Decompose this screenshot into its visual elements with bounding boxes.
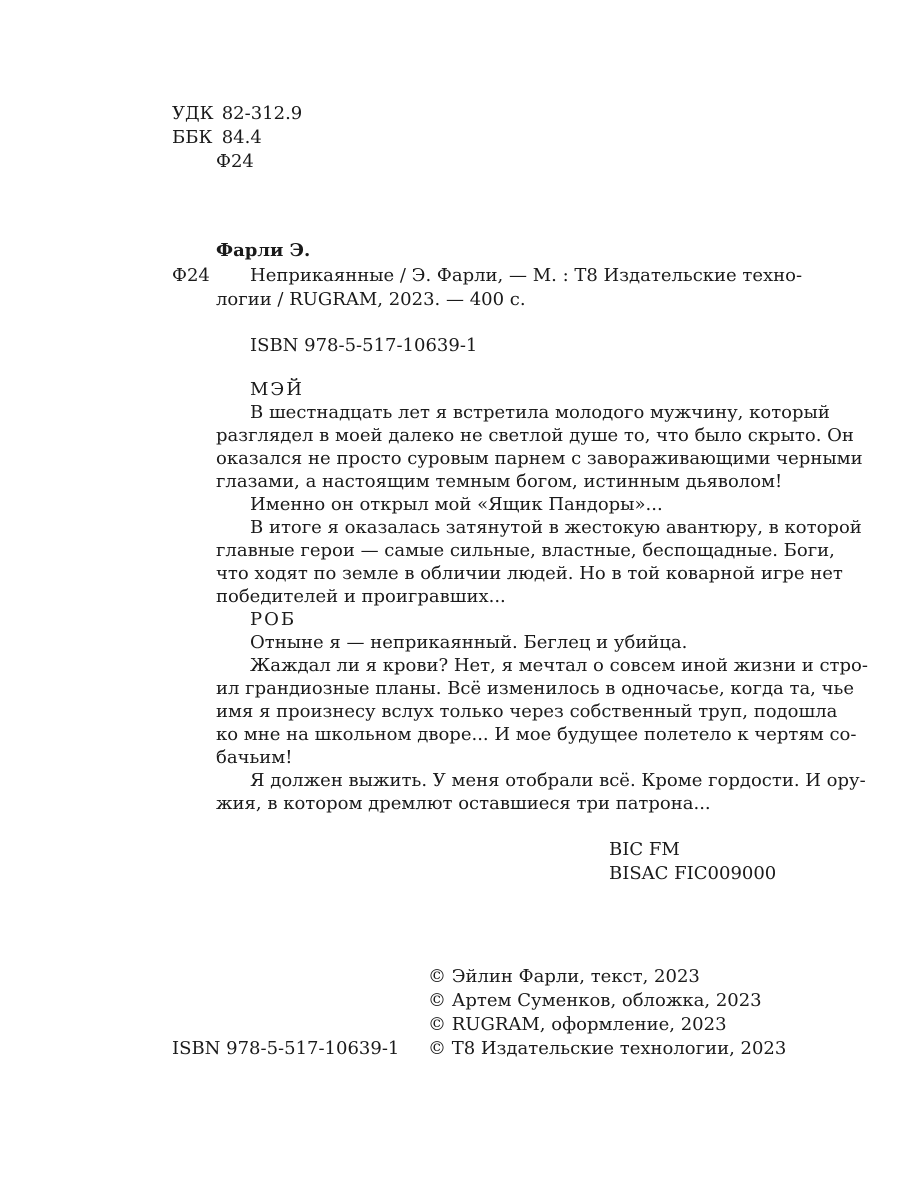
may-line: разглядел в моей далеко не светлой душе то, что было скрыто. Он (216, 425, 854, 446)
may-heading: МЭЙ (250, 379, 304, 400)
may-line: оказался не просто суровым парнем с завораживающими черными (216, 448, 863, 469)
bbk-line (172, 126, 262, 150)
copyright-line: © Т8 Издательские технологии, 2023 (428, 1038, 787, 1059)
rob-line: бачьим! (216, 747, 293, 768)
copyright-line: © RUGRAM, оформление, 2023 (428, 1014, 727, 1035)
author-mark-top: Ф24 (216, 151, 254, 172)
rob-line: ил грандиозные планы. Всё изменилось в одночасье, когда та, чье (216, 678, 854, 699)
author-heading: Фарли Э. (216, 240, 311, 261)
may-line: В итоге я оказалась затянутой в жестокую авантюру, в которой (250, 517, 862, 538)
udk-line (172, 102, 302, 126)
copyright-line: © Эйлин Фарли, текст, 2023 (428, 966, 700, 987)
rob-line: Жаждал ли я крови? Нет, я мечтал о совсем иной жизни и стро- (250, 655, 868, 676)
may-line: В шестнадцать лет я встретила молодого мужчину, который (250, 402, 830, 423)
rob-line: жия, в котором дремлют оставшиеся три патрона... (216, 793, 711, 814)
rob-line: имя я произнесу вслух только через собственный труп, подошла (216, 701, 838, 722)
udk-label: УДК (172, 103, 214, 124)
rob-line: Я должен выжить. У меня отобрали всё. Кроме гордости. И ору- (250, 770, 866, 791)
bic-code: BIC FM (609, 839, 680, 860)
bbk-value: 84.4 (221, 127, 262, 148)
rob-line: ко мне на школьном дворе... И мое будущее полетело к чертям со- (216, 724, 857, 745)
rob-heading: РОБ (250, 609, 297, 630)
rob-line: Отныне я — неприкаянный. Беглец и убийца. (250, 632, 688, 653)
bisac-code: BISAC FIC009000 (609, 863, 777, 884)
copyright-line: © Артем Суменков, обложка, 2023 (428, 990, 762, 1011)
bib-line-1: Неприкаянные / Э. Фарли, — М. : Т8 Издательские техно- (250, 265, 803, 286)
may-line: главные герои — самые сильные, властные, беспощадные. Боги, (216, 540, 835, 561)
may-line: глазами, а настоящим темным богом, истинным дьяволом! (216, 471, 783, 492)
udk-value: 82-312.9 (221, 103, 303, 124)
bbk-label: ББК (172, 127, 213, 148)
author-mark: Ф24 (172, 265, 210, 286)
copyright-isbn: ISBN 978-5-517-10639-1 (172, 1038, 400, 1059)
bib-isbn: ISBN 978-5-517-10639-1 (250, 335, 478, 356)
may-line: Именно он открыл мой «Ящик Пандоры»... (250, 494, 663, 515)
may-line: победителей и проигравших... (216, 586, 506, 607)
may-line: что ходят по земле в обличии людей. Но в той коварной игре нет (216, 563, 843, 584)
bib-line-2: логии / RUGRAM, 2023. — 400 с. (216, 289, 526, 310)
